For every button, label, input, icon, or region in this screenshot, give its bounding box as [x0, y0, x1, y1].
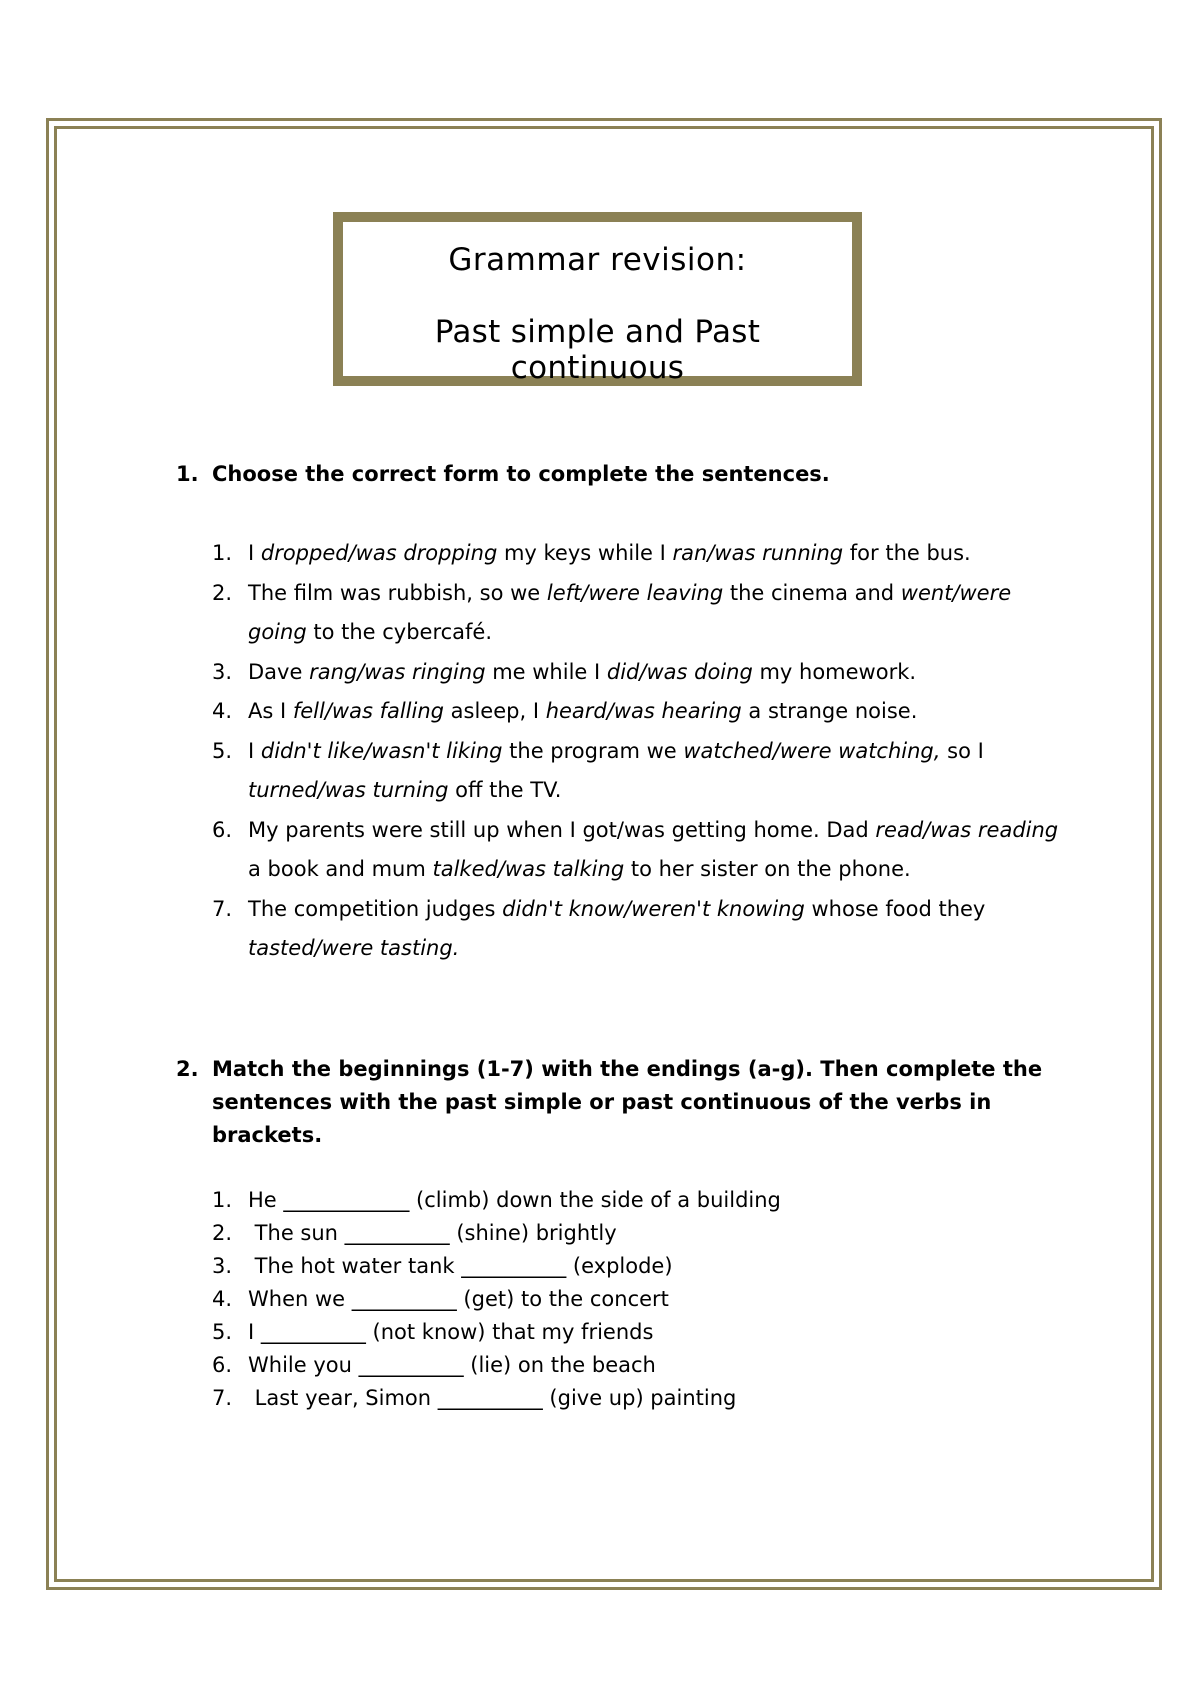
list-item: [212, 1316, 1072, 1349]
item-text: He ____________ (climb) down the side of a building: [248, 1188, 781, 1212]
sentence-fragment: I: [248, 541, 261, 565]
verb-choice: tasted/were tasting.: [248, 936, 460, 960]
list-item: [212, 574, 1072, 653]
item-number: 4.: [212, 1287, 233, 1311]
verb-choice: heard/was hearing: [545, 699, 742, 723]
verb-choice: went/were going: [248, 580, 1012, 644]
section-2-number: 2.: [176, 1057, 199, 1081]
list-item: [212, 1349, 1072, 1382]
verb-choice: turned/was turning: [248, 778, 449, 802]
item-text: The sun __________ (shine) brightly: [248, 1221, 617, 1245]
section-1-number: 1.: [176, 462, 199, 486]
list-item: [212, 811, 1072, 890]
sentence-fragment: I: [248, 738, 261, 763]
list-item: [212, 1217, 1072, 1250]
item-text: [248, 897, 985, 961]
sentence-fragment: the cinema and: [723, 580, 901, 605]
sentence-fragment: my keys while I: [497, 541, 673, 565]
list-item: [212, 653, 1072, 693]
sentence-fragment: me while I: [485, 659, 607, 684]
list-item: [212, 1382, 1072, 1415]
item-text: [248, 581, 1011, 645]
item-text: When we __________ (get) to the concert: [248, 1287, 669, 1311]
verb-choice: read/was reading: [875, 817, 1059, 842]
item-number: 2.: [212, 580, 233, 605]
item-number: 5.: [212, 1320, 233, 1344]
sentence-fragment: off the TV.: [448, 778, 562, 802]
item-text: [248, 818, 1058, 882]
sentence-fragment: whose food they: [804, 896, 986, 921]
title-line-2: Past simple and Past continuous: [434, 314, 761, 386]
sentence-fragment: As I: [248, 699, 293, 723]
verb-choice: did/was doing: [606, 659, 753, 684]
sentence-fragment: for the bus.: [843, 541, 971, 565]
list-item: [212, 1283, 1072, 1316]
verb-choice: ran/was running: [672, 541, 844, 565]
item-number: 6.: [212, 817, 233, 842]
item-number: 3.: [212, 659, 233, 684]
sentence-fragment: to the cybercafé.: [306, 620, 493, 644]
item-text: [248, 699, 917, 723]
item-text: [248, 541, 971, 565]
item-text: The hot water tank __________ (explode): [248, 1254, 673, 1278]
item-number: 3.: [212, 1254, 233, 1278]
sentence-fragment: to her sister on the phone.: [624, 857, 911, 881]
sentence-fragment: my homework.: [752, 659, 917, 684]
verb-choice: rang/was ringing: [309, 659, 486, 684]
list-item: [212, 890, 1072, 969]
item-number: 7.: [212, 896, 233, 921]
verb-choice: talked/was talking: [432, 857, 625, 881]
sentence-fragment: asleep, I: [443, 699, 546, 723]
sentence-fragment: The competition judges: [248, 896, 503, 921]
sentence-fragment: the program we: [502, 738, 684, 763]
list-item: [212, 692, 1072, 732]
item-number: 4.: [212, 699, 233, 723]
item-number: 5.: [212, 738, 233, 763]
verb-choice: dropped/was dropping: [260, 541, 498, 565]
item-number: 1.: [212, 541, 233, 565]
verb-choice: watched/were watching,: [683, 738, 941, 763]
item-text: I __________ (not know) that my friends: [248, 1320, 654, 1344]
list-item: [212, 1184, 1072, 1217]
sentence-fragment: The film was rubbish, so we: [248, 580, 547, 605]
list-item: [212, 1250, 1072, 1283]
item-number: 7.: [212, 1386, 233, 1410]
item-text: [248, 739, 984, 803]
section-1-list: [212, 534, 1072, 969]
item-number: 6.: [212, 1353, 233, 1377]
verb-choice: didn't know/weren't knowing: [502, 896, 805, 921]
title-box: [333, 212, 862, 386]
sentence-fragment: a book and mum: [248, 857, 433, 881]
section-2-list: [212, 1184, 1072, 1415]
sentence-fragment: My parents were still up when I got/was getting home. Dad: [248, 817, 876, 842]
title-line-1: Grammar revision:: [448, 242, 747, 278]
sentence-fragment: a strange noise.: [741, 699, 918, 723]
section-2-instruction: Match the beginnings (1-7) with the endings (a-g). Then complete the sentences with the past simple or past continuous of the verbs in brackets.: [212, 1057, 1043, 1147]
list-item: [212, 732, 1072, 811]
item-number: 1.: [212, 1188, 233, 1212]
verb-choice: didn't like/wasn't liking: [260, 738, 503, 763]
sentence-fragment: Dave: [248, 659, 310, 684]
sentence-fragment: so I: [940, 738, 984, 763]
section-1-instruction: Choose the correct form to complete the sentences.: [212, 462, 830, 486]
item-number: 2.: [212, 1221, 233, 1245]
verb-choice: fell/was falling: [292, 699, 444, 723]
list-item: [212, 534, 1072, 574]
item-text: Last year, Simon __________ (give up) painting: [248, 1386, 737, 1410]
item-text: [248, 660, 916, 684]
item-text: While you __________ (lie) on the beach: [248, 1353, 656, 1377]
verb-choice: left/were leaving: [546, 580, 724, 605]
